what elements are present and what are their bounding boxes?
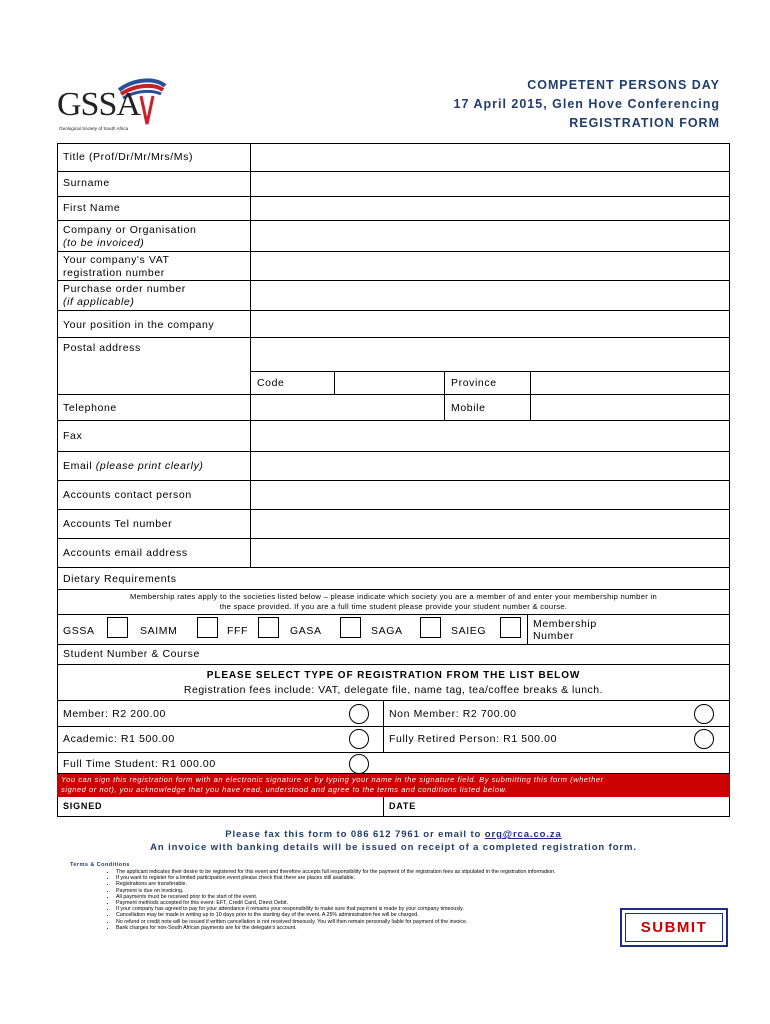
term-item: • Cancellation may be made in writing up to 10 days prior to the starting day of the event. A 25% administration fee will be charged. xyxy=(116,912,730,918)
term-item: • If you want to register for a limited participation event please check that there are places still available. xyxy=(116,875,730,881)
term-item: • Payment methods accepted for this event: EFT, Credit Card, Direct Debit. xyxy=(116,900,730,906)
society-gasa-label: GASA xyxy=(290,625,322,637)
label-telephone: Telephone xyxy=(63,402,117,414)
email-input[interactable] xyxy=(252,453,728,479)
signature-input[interactable] xyxy=(115,798,381,816)
dietary-input[interactable] xyxy=(252,569,728,589)
term-item: • If your company has agreed to pay for your attendance it remains your responsibility to make sure that payment is made by your company timeously. xyxy=(116,906,730,912)
label-company: Company or Organisation xyxy=(63,224,197,236)
option-student-radio[interactable] xyxy=(349,754,369,774)
logo-text: GSSA xyxy=(57,86,140,123)
province-input[interactable] xyxy=(532,373,728,393)
option-academic-label: Academic: R1 500.00 xyxy=(63,733,175,745)
email-link[interactable]: org@rca.co.za xyxy=(484,829,562,840)
label-email: Email (please print clearly) xyxy=(63,460,204,472)
label-province: Province xyxy=(451,377,497,389)
code-input[interactable] xyxy=(336,373,443,393)
society-gssa-checkbox[interactable] xyxy=(107,617,128,638)
label-vat-2: registration number xyxy=(63,267,165,279)
first-name-input[interactable] xyxy=(252,198,728,219)
society-saieg-label: SAIEG xyxy=(451,625,487,637)
label-po: Purchase order number xyxy=(63,283,186,295)
surname-input[interactable] xyxy=(252,173,728,195)
signed-label: SIGNED xyxy=(63,801,103,811)
label-position: Your position in the company xyxy=(63,319,215,331)
label-company-note: (to be invoiced) xyxy=(63,237,145,249)
option-non-member-label: Non Member: R2 700.00 xyxy=(389,708,517,720)
label-fax: Fax xyxy=(63,430,83,442)
position-input[interactable] xyxy=(252,312,728,336)
label-po-note: (if applicable) xyxy=(63,296,135,308)
title-input[interactable] xyxy=(252,145,728,170)
label-code: Code xyxy=(257,377,285,389)
term-item: • All payments must be received prior to the start of the event. xyxy=(116,894,730,900)
event-date-venue: 17 April 2015, Glen Hove Conferencing xyxy=(453,97,720,111)
registration-heading: PLEASE SELECT TYPE OF REGISTRATION FROM THE LIST BELOW xyxy=(206,670,581,681)
date-label: DATE xyxy=(389,801,417,811)
fax-instruction: Please fax this form to 086 612 7961 or email to org@rca.co.za xyxy=(225,829,562,840)
invoice-note: An invoice with banking details will be issued on receipt of a completed registration form. xyxy=(150,842,637,853)
signature-notice: You can sign this registration form with an electronic signature or by typing your name in the signature field. By submitting this form (whether signed or not), you acknowledge that you have read, understood and agree to the terms and conditions listed below. xyxy=(57,774,730,797)
option-retired-radio[interactable] xyxy=(694,729,714,749)
label-mobile: Mobile xyxy=(451,402,486,414)
society-gssa-label: GSSA xyxy=(63,625,95,637)
company-input[interactable] xyxy=(252,222,728,250)
label-first-name: First Name xyxy=(63,202,121,214)
option-academic-radio[interactable] xyxy=(349,729,369,749)
society-saimm-label: SAIMM xyxy=(140,625,178,637)
society-saga-label: SAGA xyxy=(371,625,403,637)
option-member-label: Member: R2 200.00 xyxy=(63,708,166,720)
telephone-input[interactable] xyxy=(252,396,443,419)
accounts-email-input[interactable] xyxy=(252,540,728,566)
label-dietary: Dietary Requirements xyxy=(63,573,177,585)
society-gasa-checkbox[interactable] xyxy=(340,617,361,638)
society-fff-label: FFF xyxy=(227,625,249,637)
label-student-number: Student Number & Course xyxy=(63,648,200,660)
society-fff-checkbox[interactable] xyxy=(258,617,279,638)
submit-label: SUBMIT xyxy=(625,913,723,942)
date-input[interactable] xyxy=(430,798,728,816)
label-vat: Your company's VAT xyxy=(63,254,170,266)
label-accounts-email: Accounts email address xyxy=(63,547,188,559)
label-accounts-tel: Accounts Tel number xyxy=(63,518,173,530)
term-item: • Bank charges for non-South African payments are for the delegate's account. xyxy=(116,925,730,931)
option-student-label: Full Time Student: R1 000.00 xyxy=(63,758,216,770)
terms-heading: Terms & Conditions xyxy=(70,862,130,868)
membership-number-input[interactable] xyxy=(610,616,728,643)
term-item: • No refund or credit note will be issued if written cancellation is not received timeously. You will then remain personally liable for payment of the invoice. xyxy=(116,919,730,925)
term-item: • Registrations are transferable. xyxy=(116,881,730,887)
accounts-tel-input[interactable] xyxy=(252,511,728,537)
postal-input[interactable] xyxy=(252,339,728,370)
membership-note: Membership rates apply to the societies listed below – please indicate which society you are a member of and enter your membership number in the space provided. If you are a full time student please provide your student number & course. xyxy=(130,592,657,611)
label-accounts-contact: Accounts contact person xyxy=(63,489,192,501)
vat-input[interactable] xyxy=(252,253,728,279)
accounts-contact-input[interactable] xyxy=(252,482,728,508)
option-non-member-radio[interactable] xyxy=(694,704,714,724)
option-retired-label: Fully Retired Person: R1 500.00 xyxy=(389,733,558,745)
option-member-radio[interactable] xyxy=(349,704,369,724)
mobile-input[interactable] xyxy=(532,396,728,419)
gssa-logo xyxy=(57,76,169,138)
membership-number-label: Membership Number xyxy=(533,618,597,642)
event-title: COMPETENT PERSONS DAY xyxy=(527,78,720,92)
society-saieg-checkbox[interactable] xyxy=(500,617,521,638)
label-postal: Postal address xyxy=(63,342,141,354)
term-item: • The applicant indicates their desire to be registered for this event and therefore accepts full responsibility for the payment of the registration fees as stipulated in the registration information. xyxy=(116,869,730,875)
society-saimm-checkbox[interactable] xyxy=(197,617,218,638)
form-title: REGISTRATION FORM xyxy=(569,116,720,130)
label-surname: Surname xyxy=(63,177,110,189)
registration-includes: Registration fees include: VAT, delegate file, name tag, tea/coffee breaks & lunch. xyxy=(183,684,604,696)
submit-button[interactable] xyxy=(620,908,728,947)
logo-subtitle: Geological Society of South Africa xyxy=(59,126,129,131)
fax-input[interactable] xyxy=(252,422,728,450)
society-saga-checkbox[interactable] xyxy=(420,617,441,638)
po-input[interactable] xyxy=(252,282,728,309)
student-number-input[interactable] xyxy=(220,646,728,663)
label-title: Title (Prof/Dr/Mr/Mrs/Ms) xyxy=(63,151,194,163)
term-item: • Payment is due on invoicing. xyxy=(116,888,730,894)
